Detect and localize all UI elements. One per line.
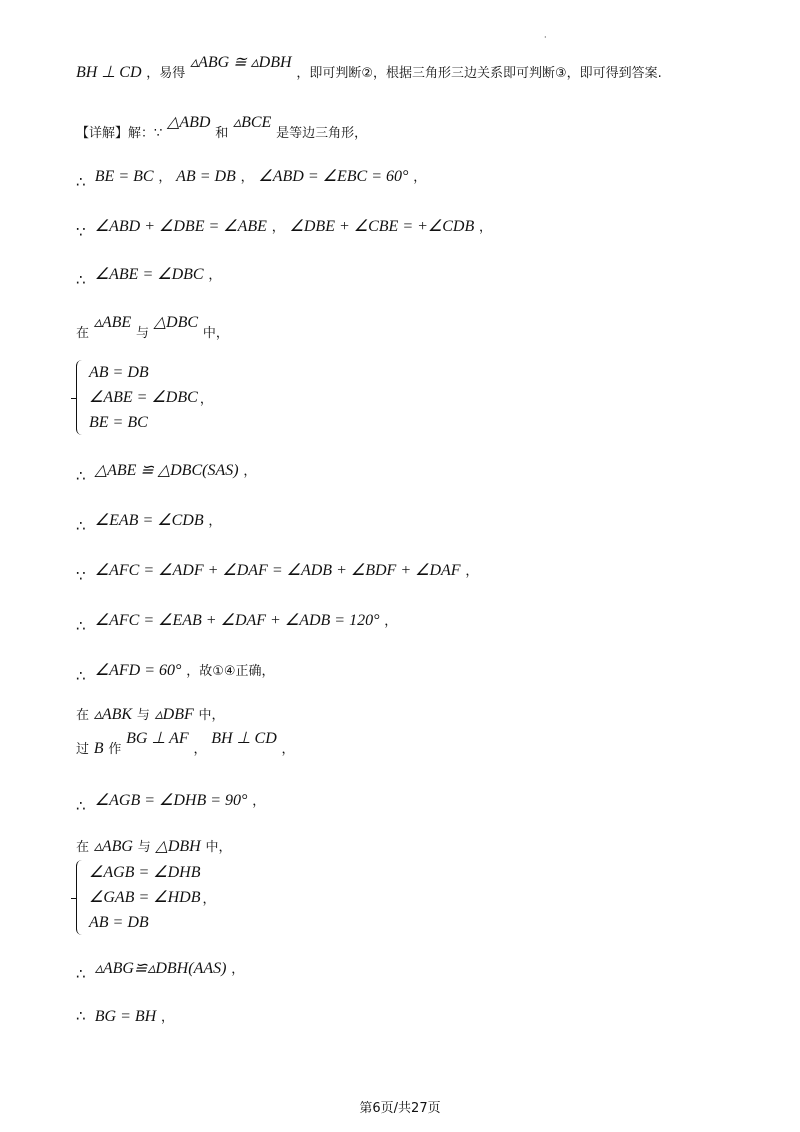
math-expression: △ABD — [167, 114, 211, 131]
math-expression: ∠AFC = ∠EAB + ∠DAF + ∠ADB = 120° — [94, 612, 380, 629]
solution-line-12 — [76, 704, 225, 726]
math-expression: ∠AFC = ∠ADF + ∠DAF = ∠ADB + ∠BDF + ∠DAF — [94, 562, 461, 579]
solution-line-6 — [76, 314, 229, 344]
math-expression: ▵ABG ≅ ▵DBH — [190, 54, 292, 71]
detail-heading: 【详解】解：∵ — [76, 126, 163, 141]
text: ， — [208, 268, 222, 283]
solution-line-10 — [76, 610, 398, 635]
therefore-symbol: ∴ — [76, 965, 86, 983]
system-row: ∠AGB = ∠DHB — [89, 864, 201, 881]
text: 中， — [202, 326, 229, 341]
left-brace — [76, 860, 85, 935]
text: 中， — [205, 840, 232, 855]
text: ， — [252, 794, 266, 809]
text: ， — [281, 742, 295, 757]
solution-line-8 — [76, 510, 222, 535]
text: 是等边三角形， — [276, 126, 368, 141]
math-expression: △DBC — [153, 314, 199, 331]
solution-line-5 — [76, 264, 222, 289]
text: ， — [161, 1010, 175, 1025]
math-expression: ∠EAB = ∠CDB — [94, 512, 204, 529]
math-expression: ▵ABG≌▵DBH(AAS) — [94, 960, 227, 977]
therefore-symbol: ∴ — [76, 797, 86, 815]
text: ， — [193, 742, 207, 757]
math-expression: B — [93, 740, 104, 757]
text: 与 — [135, 326, 149, 341]
text: ， — [384, 614, 398, 629]
therefore-symbol: ∴ — [76, 467, 86, 485]
math-expression: ∠ABD = ∠EBC = 60° — [258, 168, 409, 185]
equation-system-2 — [76, 860, 215, 935]
solution-line-14 — [76, 790, 266, 815]
page-footer: 第6页/共27页 — [359, 1101, 441, 1116]
math-expression: ∠DBE + ∠CBE = +∠CDB — [289, 218, 475, 235]
solution-line-3 — [76, 166, 427, 191]
therefore-symbol: ∴ — [76, 173, 86, 191]
text: ， — [208, 514, 222, 529]
because-symbol: ∵ — [76, 567, 86, 585]
system-row: AB = DB — [89, 364, 149, 381]
system-row: ∠ABE = ∠DBC — [89, 389, 198, 406]
text: ， — [465, 564, 479, 579]
math-expression: BE = BC — [94, 168, 154, 185]
math-expression: ∠ABD + ∠DBE = ∠ABE — [94, 218, 267, 235]
text: ， — [158, 170, 172, 185]
therefore-symbol: ∴ — [76, 667, 86, 685]
text: ， — [202, 892, 216, 907]
math-expression: BG ⊥ AF — [126, 730, 189, 747]
text: 与 — [137, 840, 151, 855]
solution-line-4 — [76, 216, 493, 241]
solution-line-11 — [76, 660, 275, 685]
therefore-symbol: ∴ — [76, 617, 86, 635]
math-expression: ▵ABE — [93, 314, 132, 331]
left-brace — [76, 360, 85, 435]
math-expression: BH ⊥ CD — [76, 64, 142, 81]
text: ， — [199, 392, 213, 407]
solution-line-16 — [76, 958, 245, 983]
solution-line-15 — [76, 836, 232, 858]
math-expression: AB = DB — [176, 168, 236, 185]
text: 在 — [76, 840, 90, 855]
text: ， — [271, 220, 285, 235]
math-expression: ▵ABK — [93, 706, 133, 723]
solution-line-9 — [76, 560, 479, 585]
system-row: BE = BC — [89, 414, 148, 431]
text: 中， — [198, 708, 225, 723]
text: 作 — [108, 742, 122, 757]
system-row: AB = DB — [89, 914, 149, 931]
solution-line-17 — [76, 1006, 174, 1028]
math-expression: ∠AGB = ∠DHB = 90° — [94, 792, 248, 809]
solution-line-13 — [76, 730, 295, 760]
therefore-symbol: ∴ — [76, 271, 86, 289]
because-symbol: ∵ — [76, 223, 86, 241]
text: ， — [479, 220, 493, 235]
therefore-symbol: ∴ — [76, 1007, 86, 1025]
text: ，即可判断②，根据三角形三边关系即可判断③，即可得到答案. — [296, 66, 662, 81]
math-expression: ▵DBF — [154, 706, 194, 723]
stray-dot: · — [544, 33, 547, 42]
text: 在 — [76, 708, 90, 723]
text: ，易得 — [146, 66, 186, 81]
math-expression: BG = BH — [94, 1008, 157, 1025]
text: ， — [413, 170, 427, 185]
math-expression: ▵BCE — [233, 114, 272, 131]
math-expression: BH ⊥ CD — [211, 730, 277, 747]
solution-line-1 — [76, 54, 662, 84]
text: ， — [240, 170, 254, 185]
math-expression: △DBH — [155, 838, 201, 855]
solution-line-2 — [76, 114, 368, 144]
text: 在 — [76, 326, 90, 341]
text: 和 — [215, 126, 229, 141]
equation-system-1 — [76, 360, 213, 435]
text: ， — [231, 962, 245, 977]
solution-line-7 — [76, 460, 257, 485]
text: ，故①④正确， — [186, 664, 275, 679]
text: 与 — [136, 708, 150, 723]
math-expression: △ABE ≌ △DBC(SAS) — [94, 462, 239, 479]
text: 过 — [76, 742, 90, 757]
math-expression: ∠ABE = ∠DBC — [94, 266, 204, 283]
math-expression: ▵ABG — [93, 838, 133, 855]
text: ， — [243, 464, 257, 479]
system-row: ∠GAB = ∠HDB — [89, 889, 201, 906]
therefore-symbol: ∴ — [76, 517, 86, 535]
math-expression: ∠AFD = 60° — [94, 662, 182, 679]
